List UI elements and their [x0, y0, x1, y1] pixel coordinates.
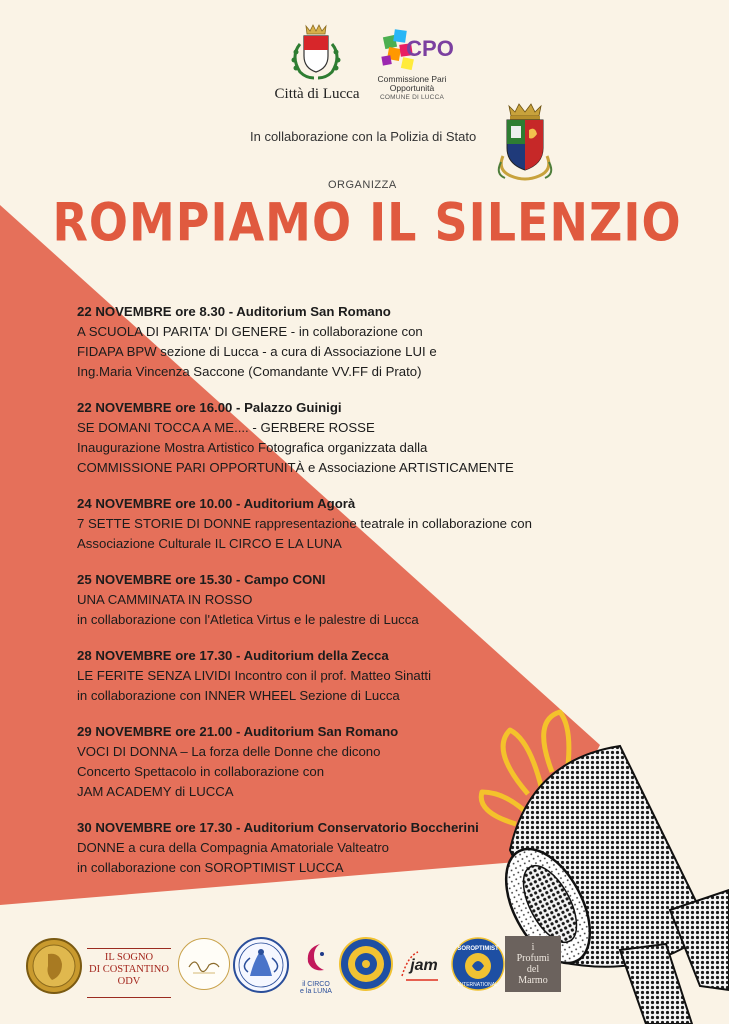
signature-logo: [178, 938, 230, 990]
event-line: 7 SETTE STORIE DI DONNE rappresentazione teatrale in collaborazione con: [77, 516, 532, 531]
event-line: DONNE a cura della Compagnia Amatoriale Valteatro: [77, 840, 390, 855]
event-line: UNA CAMMINATA IN ROSSO: [77, 592, 253, 607]
soroptimist-sub: INTERNATIONAL: [458, 982, 498, 988]
event-heading: 22 NOVEMBRE ore 8.30 - Auditorium San Romano: [77, 304, 391, 319]
event-item: [77, 494, 637, 554]
event-item: [77, 646, 637, 706]
commission-line3: COMUNE DI LUCCA: [379, 94, 445, 101]
sogno-line3: ODV: [117, 976, 141, 987]
moon-icon: [296, 940, 336, 976]
event-line: in collaborazione con INNER WHEEL Sezione di Lucca: [77, 688, 400, 703]
cpo-logo-icon: [380, 26, 454, 74]
sogno-line2: DI COSTANTINO: [89, 964, 169, 975]
event-heading: 28 NOVEMBRE ore 17.30 - Auditorium della Zecca: [77, 648, 389, 663]
event-line: COMMISSIONE PARI OPPORTUNITÀ e Associazione ARTISTICAMENTE: [77, 460, 514, 475]
circo-line2: e la LUNA: [300, 988, 332, 995]
event-line: VOCI DI DONNA – La forza delle Donne che dicono: [77, 744, 381, 759]
jam-icon: [398, 946, 446, 986]
profumi-line2: Profumi: [516, 953, 550, 964]
event-line: Associazione Culturale IL CIRCO E LA LUNA: [77, 536, 342, 551]
event-heading: 25 NOVEMBRE ore 15.30 - Campo CONI: [77, 572, 326, 587]
event-line: LE FERITE SENZA LIVIDI Incontro con il prof. Matteo Sinatti: [77, 668, 432, 683]
event-item: [77, 302, 637, 382]
signature-icon: [179, 939, 229, 989]
profumi-line1: i: [531, 942, 535, 953]
event-item: [77, 570, 637, 630]
soroptimist-icon: [450, 936, 506, 992]
cpo-logo-letters: CPO: [406, 36, 454, 61]
angel-logo-icon: [232, 936, 290, 994]
event-line: in collaborazione con l'Atletica Virtus e le palestre di Lucca: [77, 612, 419, 627]
event-line: FIDAPA BPW sezione di Lucca - a cura di Associazione LUI e: [77, 344, 437, 359]
event-heading: 30 NOVEMBRE ore 17.30 - Auditorium Conservatorio Boccherini: [77, 820, 479, 835]
jam-text: jam: [410, 957, 438, 974]
poster-title: ROMPIAMO IL SILENZIO: [52, 190, 682, 254]
event-line: SE DOMANI TOCCA A ME.... - GERBERE ROSSE: [77, 420, 375, 435]
sogno-di-costantino-logo: [87, 948, 171, 998]
soroptimist-text: SOROPTIMIST: [457, 946, 499, 952]
event-line: Inaugurazione Mostra Artistico Fotografica organizzata dalla: [77, 440, 428, 455]
profumi-line3: del: [526, 964, 540, 975]
collaboration-text: In collaborazione con la Polizia di Stato: [250, 129, 477, 144]
polizia-emblem-icon: [493, 100, 557, 182]
lucca-coat-of-arms-icon: [284, 22, 348, 84]
organizza-label: ORGANIZZA: [328, 179, 397, 191]
circo-line1: il CIRCO: [302, 981, 330, 988]
event-line: Ing.Maria Vincenza Saccone (Comandante VV.FF di Prato): [77, 364, 422, 379]
commission-name: [372, 75, 452, 102]
soroptimist-logo: [450, 936, 506, 996]
event-heading: 24 NOVEMBRE ore 10.00 - Auditorium Agorà: [77, 496, 356, 511]
city-name: Città di Lucca: [274, 86, 360, 102]
coin-logo-icon: [26, 938, 82, 994]
profumi-del-marmo-logo: [505, 936, 561, 992]
jam-logo: [398, 946, 446, 986]
event-item: [77, 398, 637, 478]
commission-line2: Opportunità: [389, 83, 435, 93]
circo-luna-logo: [296, 940, 336, 996]
sogno-line1: IL SOGNO: [104, 952, 154, 963]
event-line: JAM ACADEMY di LUCCA: [77, 784, 234, 799]
event-line: Concerto Spettacolo in collaborazione con: [77, 764, 325, 779]
event-line: A SCUOLA DI PARITA' DI GENERE - in collaborazione con: [77, 324, 423, 339]
rotary-wheel-icon: [338, 936, 394, 992]
profumi-line4: Marmo: [518, 975, 548, 986]
event-heading: 29 NOVEMBRE ore 21.00 - Auditorium San Romano: [77, 724, 399, 739]
event-heading: 22 NOVEMBRE ore 16.00 - Palazzo Guinigi: [77, 400, 342, 415]
event-line: in collaborazione con SOROPTIMIST LUCCA: [77, 860, 344, 875]
commission-line1: Commissione Pari: [377, 74, 447, 84]
